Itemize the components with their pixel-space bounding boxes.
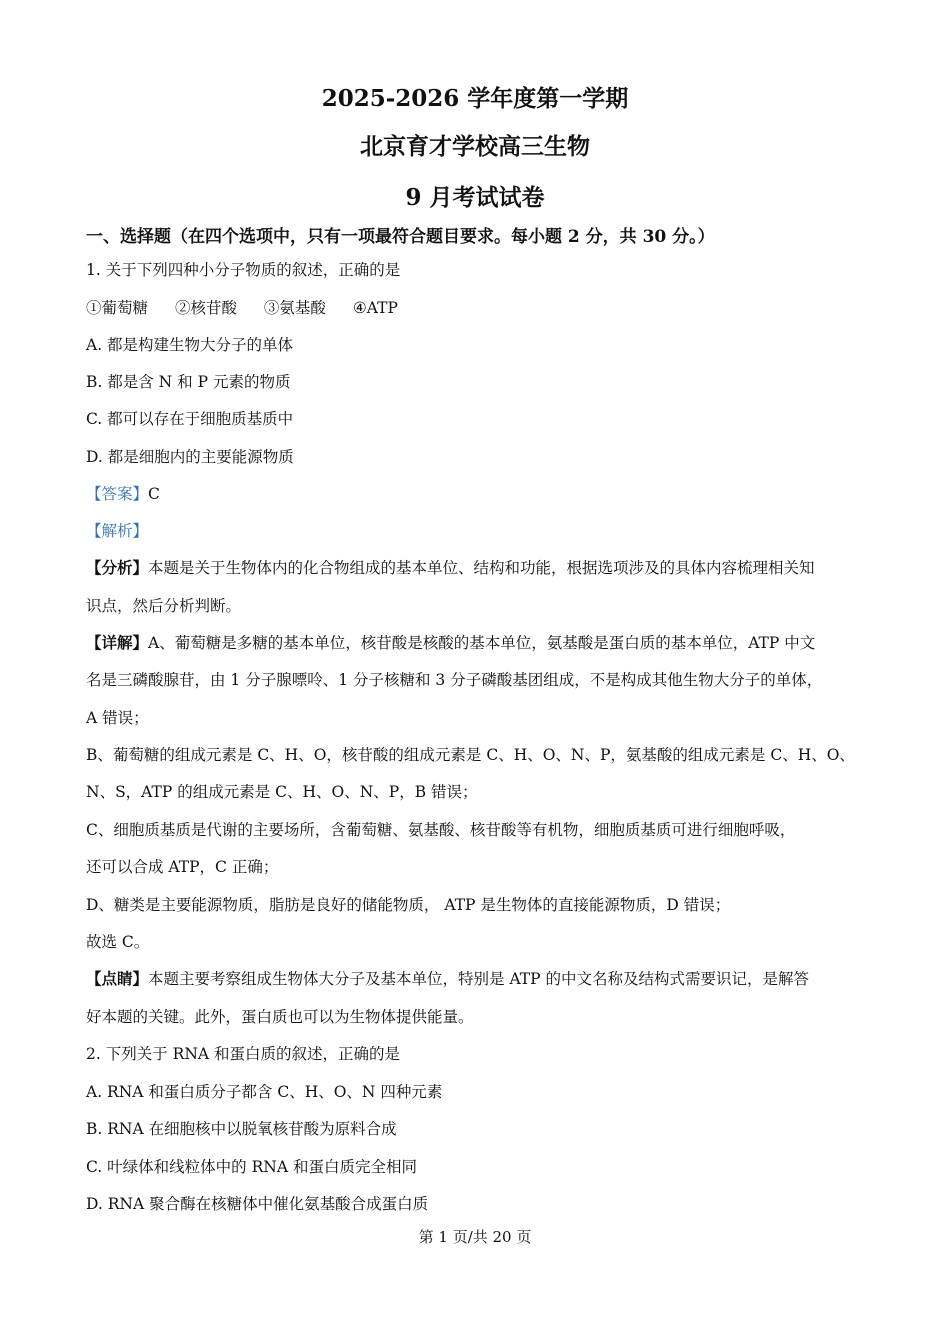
doc-title-exam: 9 月考试试卷 [405, 184, 545, 211]
dianjing-line: 好本题的关键。此外，蛋白质也可以为生物体提供能量。 [86, 1008, 474, 1026]
xiangjie-line: 还可以合成 ATP，C 正确； [86, 858, 279, 876]
page-footer: 第 1 页/共 20 页 [418, 1228, 532, 1246]
doc-title-school: 北京育才学校高三生物 [360, 133, 590, 160]
analysis-label: 【解析】 [86, 522, 149, 540]
q1-option-c: C. 都可以存在于细胞质基质中 [86, 410, 294, 428]
q1-item: ②核苷酸 [174, 299, 237, 317]
q2-stem: 2. 下列关于 RNA 和蛋白质的叙述，正确的是 [86, 1045, 400, 1063]
q1-items [86, 297, 420, 319]
q1-answer [86, 483, 160, 505]
xiangjie-text: A、葡萄糖是多糖的基本单位，核苷酸是核酸的基本单位，氨基酸是蛋白质的基本单位，ATP 中文 [148, 634, 816, 652]
answer-value: C [148, 485, 160, 503]
q1-option-d: D. 都是细胞内的主要能源物质 [86, 448, 294, 466]
q1-item: ④ATP [352, 299, 398, 317]
fenxi-label: 【分析】 [86, 558, 149, 577]
xiangjie-line: A 错误； [86, 709, 149, 727]
xiangjie-line: N、S，ATP 的组成元素是 C、H、O、N、P，B 错误； [86, 783, 478, 801]
dianjing-line [86, 968, 809, 990]
answer-label: 【答案】 [86, 485, 149, 503]
q2-option-a: A. RNA 和蛋白质分子都含 C、H、O、N 四种元素 [86, 1083, 443, 1101]
dianjing-text: 本题主要考察组成生物体大分子及基本单位，特别是 ATP 的中文名称及结构式需要识记，是解答 [148, 970, 809, 988]
xiangjie-label: 【详解】 [86, 633, 149, 652]
q1-item: ①葡萄糖 [86, 299, 149, 317]
q2-option-d: D. RNA 聚合酶在核糖体中催化氨基酸合成蛋白质 [86, 1195, 429, 1213]
xiangjie-line [86, 632, 815, 654]
xiangjie-line: 名是三磷酸腺苷，由 1 分子腺嘌呤、1 分子核糖和 3 分子磷酸基团组成，不是构成其他生物大分子的单体， [86, 671, 823, 689]
xiangjie-line: D、糖类是主要能源物质，脂肪是良好的储能物质， ATP 是生物体的直接能源物质，D 错误； [86, 896, 731, 914]
xiangjie-line: 故选 C。 [86, 933, 150, 951]
xiangjie-line: B、葡萄糖的组成元素是 C、H、O，核苷酸的组成元素是 C、H、O、N、P，氨基酸的组成元素是 C、H、O、 [86, 746, 855, 764]
fenxi-text: 本题是关于生物体内的化合物组成的基本单位、结构和功能，根据选项涉及的具体内容梳理相关知 [148, 559, 815, 577]
q1-option-b: B. 都是含 N 和 P 元素的物质 [86, 373, 291, 391]
q1-item: ③氨基酸 [263, 299, 326, 317]
dianjing-label: 【点睛】 [86, 969, 149, 988]
q2-option-c: C. 叶绿体和线粒体中的 RNA 和蛋白质完全相同 [86, 1158, 417, 1176]
q2-option-b: B. RNA 在细胞核中以脱氧核苷酸为原料合成 [86, 1120, 397, 1138]
fenxi-line [86, 557, 815, 579]
xiangjie-line: C、细胞质基质是代谢的主要场所，含葡萄糖、氨基酸、核苷酸等有机物，细胞质基质可进行细胞呼吸， [86, 821, 796, 839]
fenxi-line: 识点，然后分析判断。 [86, 597, 242, 615]
q1-option-a: A. 都是构建生物大分子的单体 [86, 336, 294, 354]
doc-title-year: 2025-2026 学年度第一学期 [321, 85, 629, 112]
section-heading: 一、选择题（在四个选项中，只有一项最符合题目要求。每小题 2 分，共 30 分。） [86, 227, 715, 247]
q1-stem: 1. 关于下列四种小分子物质的叙述，正确的是 [86, 261, 401, 279]
